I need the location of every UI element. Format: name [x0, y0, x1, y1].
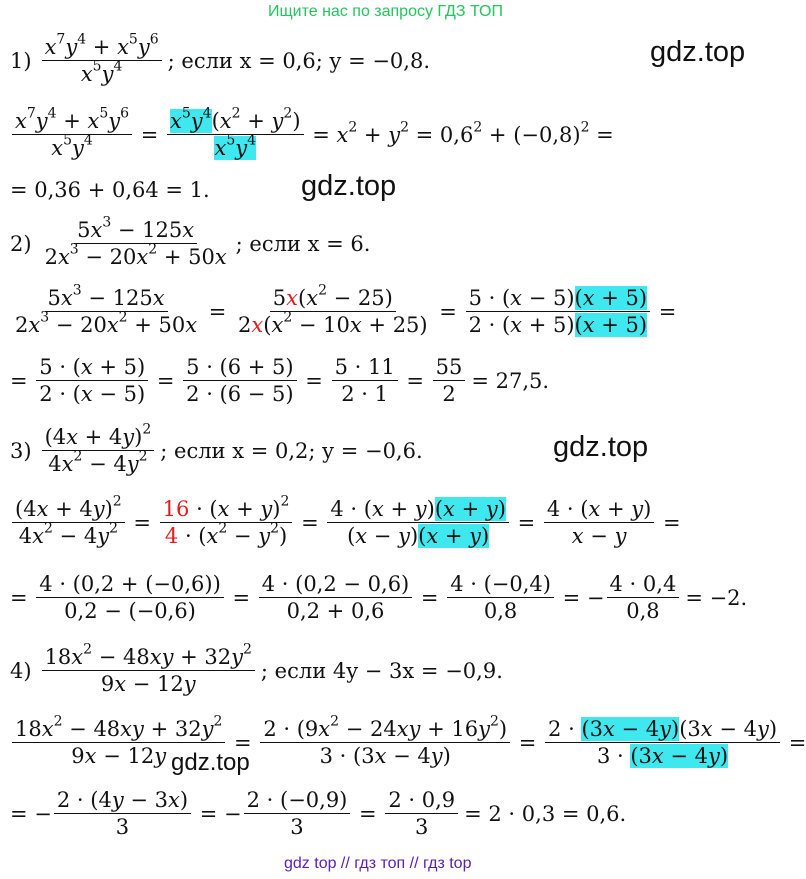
fraction: $\frac{5x^3 - 125x}{2x^3 - 20x^2 + 50x}$: [44, 214, 227, 269]
fraction: $\frac{55}{2}$: [433, 354, 466, 407]
fraction: $\frac{2 \cdot (3x - 4y)(3x - 4y)}{3 \cdot (3x - 4y)}$: [545, 716, 780, 769]
problem-label: 4): [10, 658, 32, 683]
fraction: $\frac{(4x + 4y)^2}{4x^2 - 4y^2}$: [42, 424, 155, 477]
problem-condition: ; если x = 6.: [235, 231, 371, 256]
fraction: $\frac{4 \cdot (0,2 - 0,6)}{0,2 + 0,6}$: [259, 571, 413, 624]
fraction: $\frac{18x^2 - 48xy + 32y^2}{9x - 12y}$: [12, 716, 225, 769]
fraction: $\frac{5 \cdot (x - 5)(x + 5)}{2 \cdot (x + 5)(x + 5)}$: [466, 285, 650, 338]
fraction: $\frac{4 \cdot 0,4}{0,8}$: [607, 571, 680, 624]
fraction: $\frac{x^7y^4 + x^5y^6}{x^5y^4}$: [12, 108, 132, 161]
problem-4-solution-line-2: = − $\frac{2 \cdot (4y - 3x)}{3}$ = − $\frac{2 \cdot (-0,9)}{3}$ = $\frac{2 \cdot 0,9}{3}$ = 2 · 0,3 = 0,6.: [10, 788, 627, 839]
problem-condition: ; если x = 0,6; y = −0,8.: [167, 48, 431, 73]
problem-label: 1): [10, 48, 32, 73]
problem-result: = 27,5.: [471, 368, 550, 393]
fraction: $\frac{x^5y^4(x^2 + y^2)}{x^5y^4}$: [167, 108, 303, 161]
problem-1-result: = 0,36 + 0,64 = 1.: [10, 178, 210, 202]
fraction: $\frac{2 \cdot 0,9}{3}$: [385, 787, 458, 840]
problem-1-solution-line-1: $\frac{x^7y^4 + x^5y^6}{x^5y^4}$ = $\frac{x^5y^4(x^2 + y^2)}{x^5y^4}$ = $x^2 + y^2 = 0,6^2 + (-0,8)^2$ =: [10, 108, 614, 161]
fraction: $\frac{5x^3 - 125x}{2x^3 - 20x^2 + 50x}$: [15, 282, 198, 337]
problem-condition: ; если x = 0,2; y = −0,6.: [160, 438, 423, 463]
watermark: gdz.top: [171, 749, 250, 776]
fraction: $\frac{5 \cdot 11}{2 \cdot 1}$: [332, 354, 398, 407]
problem-4-solution-line-1: $\frac{18x^2 - 48xy + 32y^2}{9x - 12y}$ = $\frac{2 \cdot (9x^2 - 24xy + 16y^2)}{3 \cdot (3x - 4y)}$ = $\frac{2 \cdot (3x - 4y)(3x - 4y)}{3 \cdot (3x - 4y)}$ =: [10, 716, 806, 769]
fraction: $\frac{2 \cdot (-0,9)}{3}$: [244, 787, 351, 840]
problem-3-solution-line-2: = $\frac{4 \cdot (0,2 + (-0,6))}{0,2 - (-0,6)}$ = $\frac{4 \cdot (0,2 - 0,6)}{0,2 + 0,6}$ = $\frac{4 \cdot (-0,4)}{0,8}$ = − $\frac{4 \cdot 0,4}{0,8}$ = −2.: [10, 572, 748, 623]
problem-2-solution-line-2: = $\frac{5 \cdot (x + 5)}{2 \cdot (x - 5)}$ = $\frac{5 \cdot (6 + 5)}{2 \cdot (6 - 5)}$ = $\frac{5 \cdot 11}{2 \cdot 1}$ = $\frac{55}{2}$ = 27,5.: [10, 355, 550, 406]
fraction: $\frac{18x^2 - 48xy + 32y^2}{9x - 12y}$: [42, 644, 255, 697]
problem-2-statement: [10, 214, 371, 270]
fraction: $\frac{2 \cdot (4y - 3x)}{3}$: [54, 787, 191, 840]
fraction: $\frac{4 \cdot (-0,4)}{0,8}$: [447, 571, 554, 624]
footer-text: gdz top // гдз топ // гдз top: [284, 855, 472, 872]
problem-3-statement: [10, 421, 423, 477]
problem-1-statement: [10, 31, 431, 87]
problem-label: 2): [10, 231, 32, 256]
problem-3-solution-line-1: $\frac{(4x + 4y)^2}{4x^2 - 4y^2}$ = $\frac{16 \cdot (x + y)^2}{4 \cdot (x^2 - y^2)}$ = $\frac{4 \cdot (x + y)(x + y)}{(x - y)(x + y)}$ = $\frac{4 \cdot (x + y)}{x - y}$ =: [10, 496, 681, 549]
fraction: $\frac{2 \cdot (9x^2 - 24xy + 16y^2)}{3 \cdot (3x - 4y)}$: [260, 716, 510, 769]
fraction: $\frac{x^7y^4 + x^5y^6}{x^5y^4}$: [42, 34, 162, 87]
fraction: $\frac{16 \cdot (x + y)^2}{4 \cdot (x^2 - y^2)}$: [160, 496, 293, 549]
fraction: $\frac{4 \cdot (0,2 + (-0,6))}{0,2 - (-0,6)}$: [36, 571, 224, 624]
fraction: $\frac{5 \cdot (6 + 5)}{2 \cdot (6 - 5)}$: [183, 354, 296, 407]
fraction: $\frac{(4x + 4y)^2}{4x^2 - 4y^2}$: [12, 496, 125, 549]
fraction: $\frac{5 \cdot (x + 5)}{2 \cdot (x - 5)}$: [36, 354, 148, 407]
problem-result: = 2 · 0,3 = 0,6.: [464, 801, 627, 826]
fraction: $\frac{4 \cdot (x + y)}{x - y}$: [544, 496, 654, 549]
fraction: $\frac{4 \cdot (x + y)(x + y)}{(x - y)(x + y)}$: [327, 496, 509, 549]
watermark: gdz.top: [553, 431, 649, 463]
watermark: gdz.top: [301, 170, 397, 202]
problem-2-solution-line-1: $\frac{5x^3 - 125x}{2x^3 - 20x^2 + 50x}$ = $\frac{5x(x^2 - 25)}{2x(x^2 - 10x + 25)}$ = $\frac{5 \cdot (x - 5)(x + 5)}{2 \cdot (x + 5)(x + 5)}$ =: [10, 285, 676, 338]
watermark: gdz.top: [650, 36, 746, 68]
problem-4-statement: [10, 641, 503, 697]
problem-result: = −2.: [685, 585, 748, 610]
problem-label: 3): [10, 438, 32, 463]
header-banner: Ищите нас по запросу ГДЗ ТОП: [268, 3, 503, 20]
problem-condition: ; если 4y − 3x = −0,9.: [260, 658, 503, 683]
fraction: $\frac{5x(x^2 - 25)}{2x(x^2 - 10x + 25)}$: [238, 282, 428, 337]
